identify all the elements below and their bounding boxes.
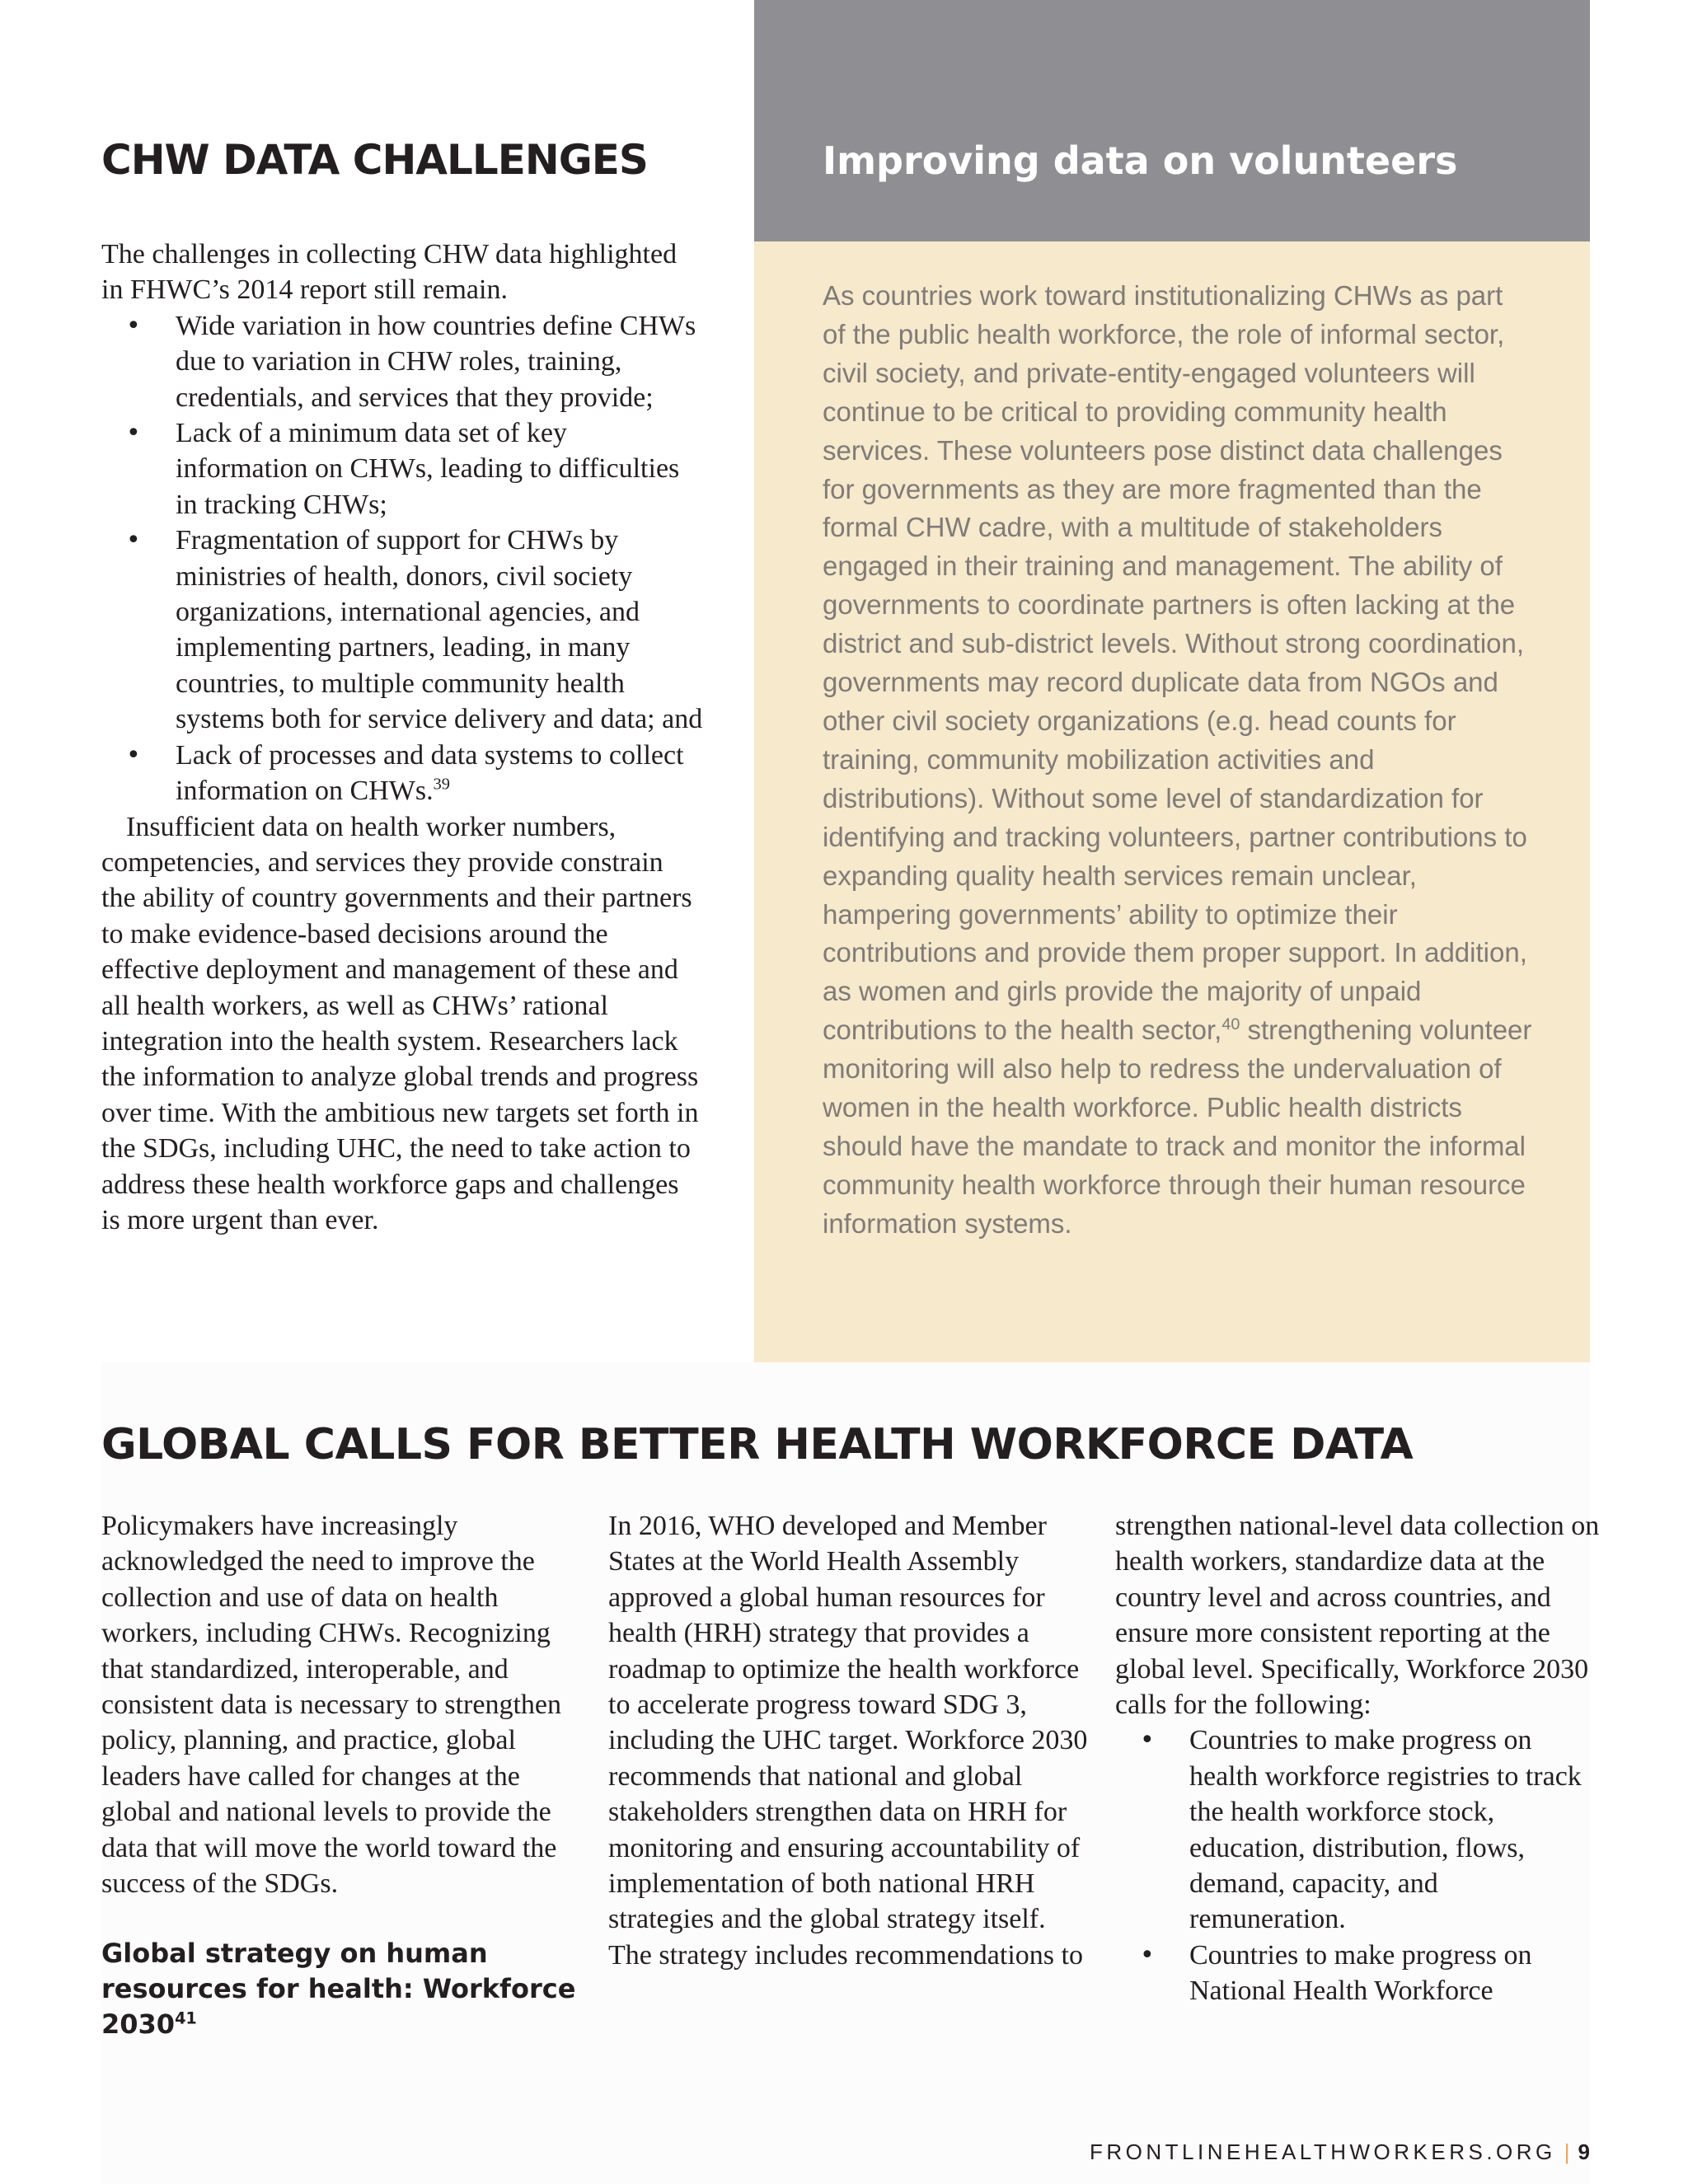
- footer-site-name: FRONTLINEHEALTHWORKERS.ORG: [1089, 2139, 1556, 2164]
- footnote-ref-41: 41: [175, 2008, 197, 2028]
- global-column-1: [101, 1508, 588, 2042]
- global-calls-heading: GLOBAL CALLS FOR BETTER HEALTH WORKFORCE DATA: [101, 1420, 1414, 1469]
- chw-challenges-column: [101, 237, 703, 1238]
- sidebar-text-part-2: strengthening volunteer monitoring will also help to redress the undervaluation of women in the health workforce. Public health districts should have the mandate to track and monitor the informal community health workforce through their human resource information systems.: [823, 1015, 1532, 1239]
- list-item: [101, 738, 703, 809]
- list-item-text: Countries to make progress on health workforce registries to track the health workforce stock, education, distribution, flows, demand, capacity, and remuneration.: [1189, 1725, 1582, 1935]
- sidebar-text-part-1: As countries work toward institutionalizing CHWs as part of the public health workforce, the role of informal sector, civil society, and private-entity-engaged volunteers will continue to be critical to providing community health services. These volunteers pose distinct data challenges for governments as they are more fragmented than the formal CHW cadre, with a multitude of stakeholders engaged in their training and management. The ability of governments to coordinate partners is often lacking at the district and sub-district levels. Without strong coordination, governments may record duplicate data from NGOs and other civil society organizations (e.g. head counts for training, community mobilization activities and distributions). Without some level of standardization for identifying and tracking volunteers, partner contributions to expanding quality health services remain unclear, hampering governments’ ability to optimize their contributions and provide them proper support. In addition, as women and girls provide the majority of unpaid contributions to the health sector,: [823, 280, 1527, 1046]
- list-item-text: Lack of processes and data systems to collect information on CHWs.: [176, 739, 684, 807]
- subheading-text: Global strategy on human resources for health: Workforce 2030: [101, 1938, 576, 2041]
- chw-intro-paragraph: The challenges in collecting CHW data highlighted in FHWC’s 2014 report still remain.: [101, 239, 678, 306]
- workforce-2030-subheading: [101, 1936, 588, 2042]
- chw-challenges-list: [101, 308, 703, 809]
- list-item: [1115, 1938, 1601, 2009]
- sidebar-header: [754, 0, 1590, 241]
- list-item: [1115, 1722, 1601, 1937]
- list-item-text: Fragmentation of support for CHWs by ministries of health, donors, civil society organizations, international agencies, and implementing partners, leading, in many countries, to multiple community health systems both for service delivery and data; and: [176, 525, 703, 735]
- footnote-ref-40: 40: [1221, 1015, 1240, 1034]
- global-calls-section: [101, 1362, 1600, 2184]
- global-col3-paragraph: strengthen national-level data collection on health workers, standardize data at the country level and across countries, and ensure more consistent reporting at the global level. Specifically, Workforce 2030 calls for the following:: [1115, 1511, 1600, 1721]
- footnote-ref-39: 39: [433, 775, 450, 794]
- list-item-text: Lack of a minimum data set of key information on CHWs, leading to difficulties in tracking CHWs;: [176, 418, 680, 520]
- list-item: [101, 415, 703, 523]
- global-column-3: [1115, 1508, 1601, 2009]
- global-column-2: [608, 1508, 1095, 1973]
- chw-data-challenges-heading: CHW DATA CHALLENGES: [101, 136, 648, 184]
- workforce-2030-calls-list: [1115, 1722, 1601, 2008]
- global-col1-paragraph: Policymakers have increasingly acknowledged the need to improve the collection and use of data on health workers, including CHWs. Recognizing that standardized, interoperable, and consistent data is necessary to strengthen policy, planning, and practice, global leaders have called for changes at the global and national levels to provide the data that will move the world toward the success of the SDGs.: [101, 1511, 562, 1900]
- sidebar-title: Improving data on volunteers: [823, 138, 1458, 183]
- list-item-text: Wide variation in how countries define CHWs due to variation in CHW roles, training, credentials, and services that they provide;: [176, 310, 696, 413]
- list-item: [101, 523, 703, 737]
- page-footer: [1090, 2139, 1590, 2165]
- footer-separator: |: [1564, 2139, 1570, 2164]
- list-item: [101, 308, 703, 415]
- list-item-text: Countries to make progress on National Health Workforce: [1189, 1939, 1532, 2007]
- global-col2-paragraph: In 2016, WHO developed and Member States at the World Health Assembly approved a global human resources for health (HRH) strategy that provides a roadmap to optimize the health workforce to accelerate progress toward SDG 3, including the UHC target. Workforce 2030 recommends that national and global stakeholders strengthen data on HRH for monitoring and ensuring accountability of implementation of both national HRH strategies and the global strategy itself. The strategy includes recommendations to: [608, 1511, 1088, 1971]
- page-number: 9: [1578, 2139, 1590, 2164]
- chw-body-paragraph: Insufficient data on health worker numbers, competencies, and services they provide constrain the ability of country governments and their partners to make evidence-based decisions around the effective deployment and management of these and all health workers, as well as CHWs’ rational integration into the health system. Researchers lack the information to analyze global trends and progress over time. With the ambitious new targets set forth in the SDGs, including UHC, the need to take action to address these health workforce gaps and challenges is more urgent than ever.: [101, 811, 699, 1235]
- sidebar-paragraph: [823, 277, 1532, 1244]
- volunteers-sidebar: [754, 241, 1590, 1362]
